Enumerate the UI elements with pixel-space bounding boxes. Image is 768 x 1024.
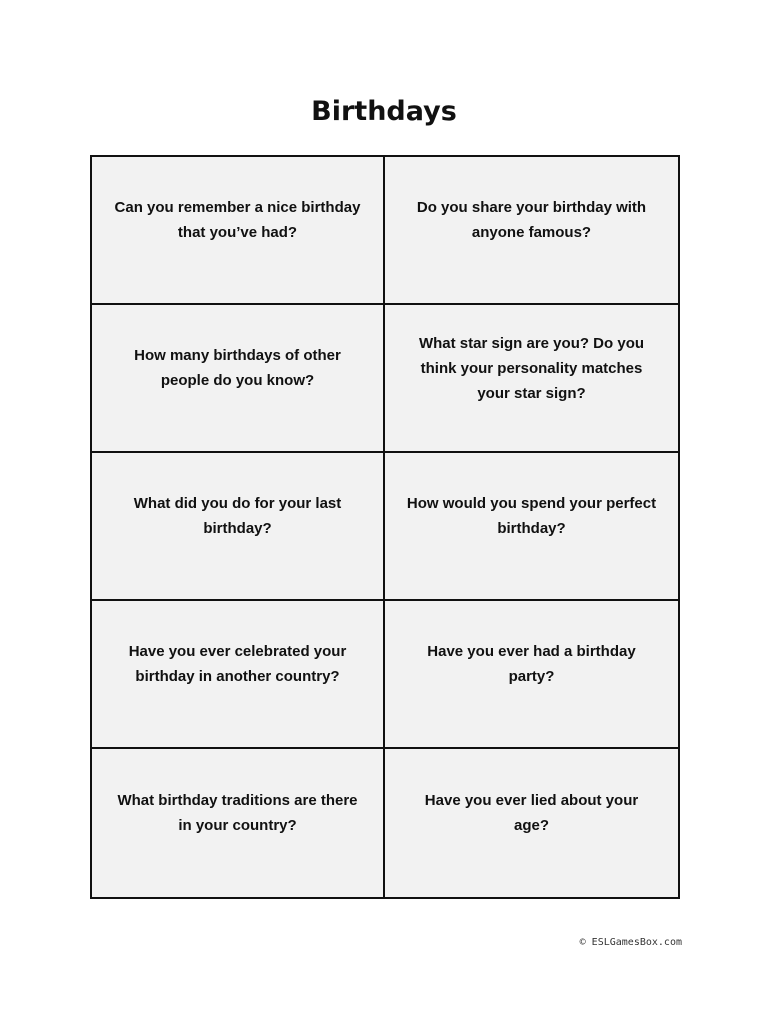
copyright-notice: © ESLGamesBox.com	[579, 937, 682, 948]
question-card-grid	[90, 155, 680, 899]
question-card	[92, 601, 385, 749]
question-card	[92, 305, 385, 453]
question-card	[92, 157, 385, 305]
question-card	[385, 157, 678, 305]
question-text: What birthday traditions are there in your country?	[117, 792, 358, 834]
question-text: Have you ever celebrated your birthday in another country?	[128, 643, 347, 685]
question-card	[385, 453, 678, 601]
question-text: Do you share your birthday with anyone famous?	[416, 199, 647, 241]
question-text: What did you do for your last birthday?	[133, 495, 342, 537]
question-text: How would you spend your perfect birthday?	[406, 495, 657, 537]
question-text: Have you ever had a birthday party?	[427, 643, 636, 685]
question-text: How many birthdays of other people do you know?	[134, 347, 341, 389]
question-card	[385, 749, 678, 897]
page-title: Birthdays	[311, 96, 457, 127]
question-text: Have you ever lied about your age?	[424, 792, 639, 834]
question-card	[385, 601, 678, 749]
question-card	[385, 305, 678, 453]
question-card	[92, 749, 385, 897]
question-card	[92, 453, 385, 601]
question-text: Can you remember a nice birthday that you’ve had?	[114, 199, 361, 241]
question-text: What star sign are you? Do you think your personality matches your star sign?	[418, 334, 645, 402]
